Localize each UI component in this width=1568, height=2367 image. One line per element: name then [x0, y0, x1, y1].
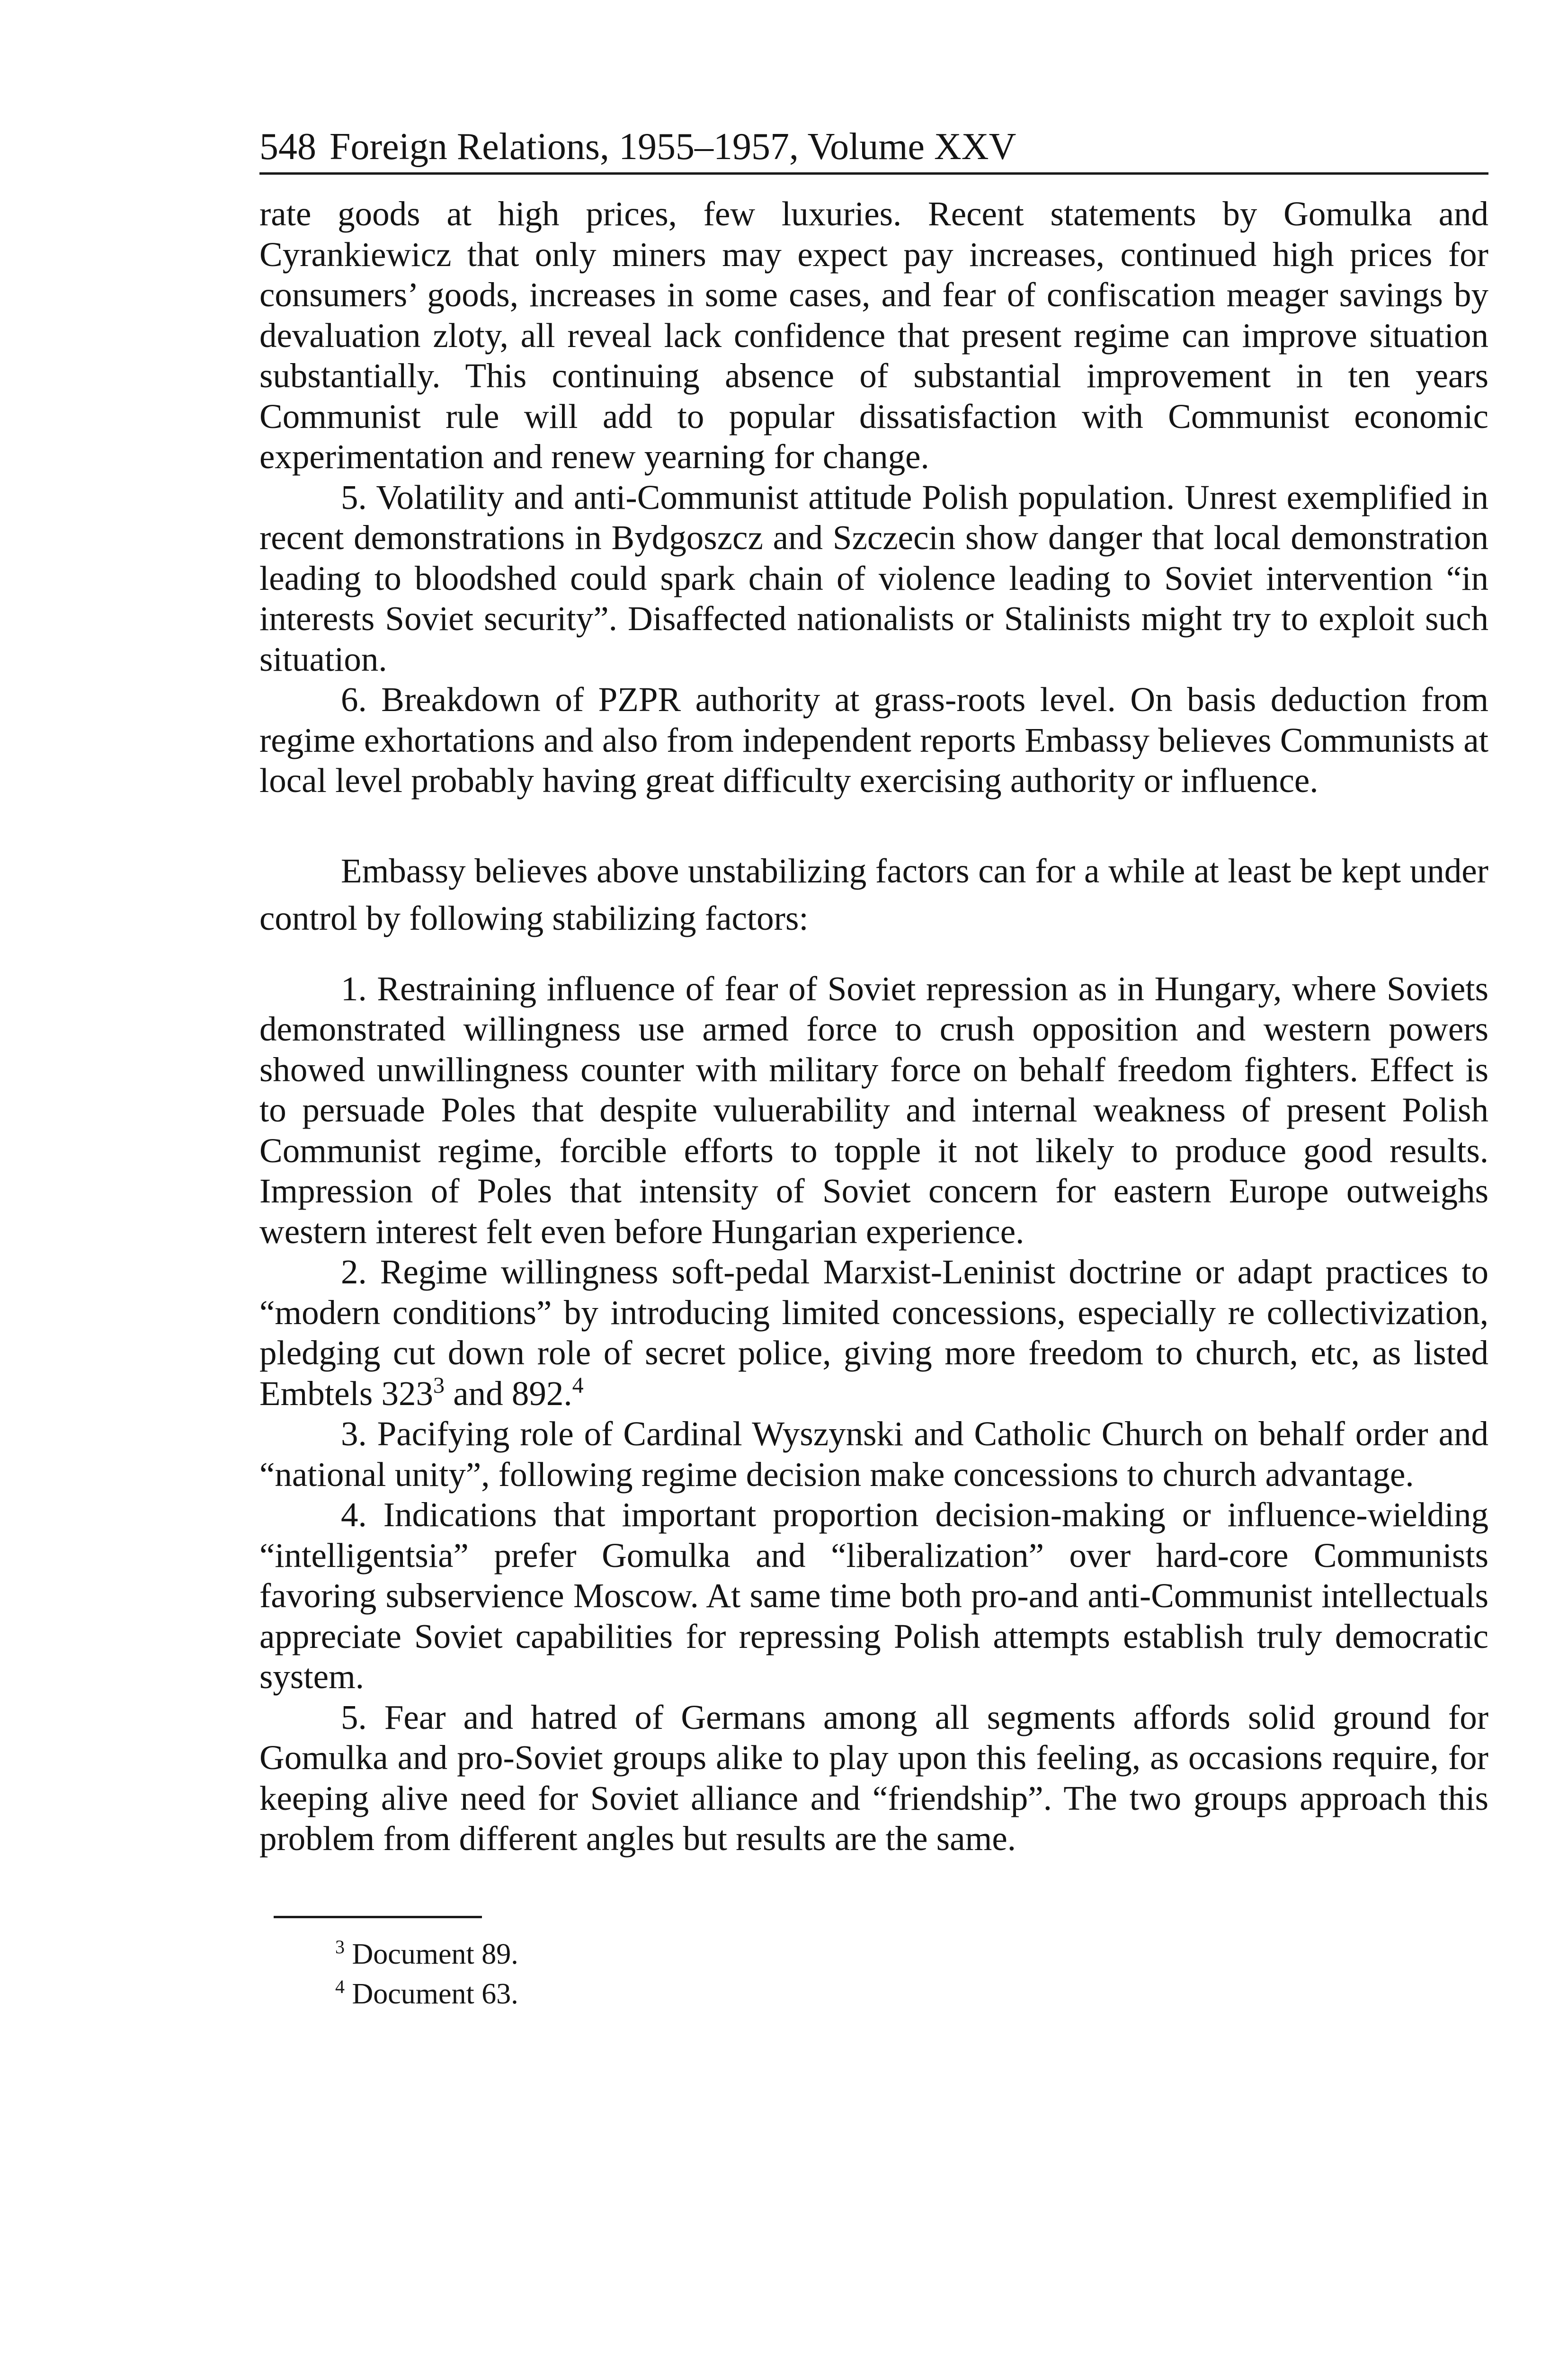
footnote-text: Document 63. — [352, 1977, 518, 2010]
footnote-3 — [335, 1934, 1488, 1974]
footnote-mark: 3 — [335, 1936, 345, 1958]
paragraph-stabilizing-3: 3. Pacifying role of Cardinal Wyszynski and Catholic Church on behalf order and “national unity”, following regime decision make concessions to church advantage. — [259, 1415, 1488, 1494]
paragraph-stabilizing-1: 1. Restraining influence of fear of Soviet repression as in Hungary, where Soviets demonstrated willingness use armed force to crush opposition and western powers showed unwillingness counter with military force on behalf freedom fighters. Effect is to persuade Poles that despite vuluerability and internal weakness of present Polish Communist regime, forcible efforts to topple it not likely to produce good results. Impression of Poles that intensity of Soviet concern for eastern Europe outweighs western interest felt even before Hungarian experience. — [259, 969, 1488, 1251]
footnote-4 — [335, 1974, 1488, 2014]
footnote-ref-3[interactable]: 3 — [433, 1372, 445, 1398]
paragraph-stabilizing-2-text: 2. Regime willingness soft-pedal Marxist-Leninist doctrine or adapt practices to “modern conditions” by introducing limited concessions, especially re collectivization, pledging cut down role of secret police, giving more freedom to church, etc, as listed Embtels 323 — [259, 1253, 1488, 1413]
running-header — [259, 124, 1488, 175]
paragraph-stabilizing-2 — [259, 1252, 1488, 1414]
running-title: Foreign Relations, 1955–1957, Volume XXV — [330, 126, 1016, 168]
document-page — [259, 124, 1488, 2014]
footnote-text: Document 89. — [352, 1938, 518, 1970]
paragraph-continuation: rate goods at high prices, few luxuries. Recent statements by Gomulka and Cyrankiewicz that only miners may expect pay increases, continued high prices for consumers’ goods, increases in some cases, and fear of confiscation meager savings by devaluation zloty, all reveal lack confidence that present regime can improve situation substantially. This continuing absence of substantial improvement in ten years Communist rule will add to popular dissatisfaction with Communist economic experimentation and renew yearning for change. — [259, 195, 1488, 476]
paragraph-stabilizing-4: 4. Indications that important proportion decision-making or influence-wielding “intelligentsia” prefer Gomulka and “liberalization” over hard-core Communists favoring subservience Moscow. At same time both pro-and anti-Communist intellectuals appreciate Soviet capabilities for repressing Polish attempts establish truly democratic system. — [259, 1495, 1488, 1696]
footnote-divider — [274, 1916, 482, 1918]
footnote-mark: 4 — [335, 1975, 345, 1997]
footnote-ref-4[interactable]: 4 — [572, 1372, 584, 1398]
paragraph-item-5-volatility: 5. Volatility and anti-Communist attitude Polish population. Unrest exemplified in recent demonstrations in Bydgoszcz and Szczecin show danger that local demonstration leading to bloodshed could spark chain of violence leading to Soviet intervention “in interests Soviet security”. Disaffected nationalists or Stalinists might try to exploit such situation. — [259, 478, 1488, 678]
paragraph-stabilizing-5: 5. Fear and hatred of Germans among all segments affords solid ground for Gomulka and pro-Soviet groups alike to play upon this feeling, as occasions require, for keeping alive need for Soviet alliance and “friendship”. The two groups approach this problem from different angles but results are the same. — [259, 1698, 1488, 1858]
page-number: 548 — [259, 126, 316, 168]
paragraph-item-6-breakdown: 6. Breakdown of PZPR authority at grass-roots level. On basis deduction from regime exhortations and also from independent reports Embassy believes Communists at local level probably having great difficulty exercising authority or influence. — [259, 680, 1488, 800]
paragraph-stabilizing-intro: Embassy believes above unstabilizing factors can for a while at least be kept under control by following stabilizing factors: — [259, 851, 1488, 937]
footnotes — [335, 1934, 1488, 2014]
paragraph-stabilizing-2-mid: and 892. — [445, 1374, 572, 1413]
